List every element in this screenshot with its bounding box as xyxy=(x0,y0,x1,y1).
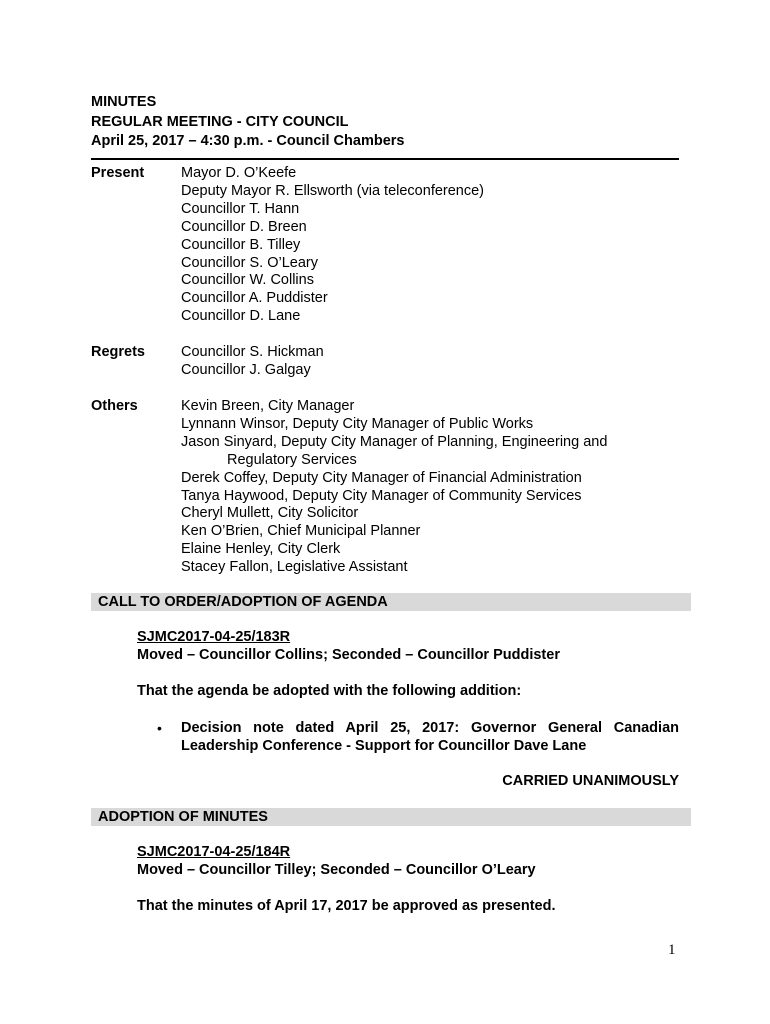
header-title: MINUTES xyxy=(91,94,157,110)
staff-entry: Cheryl Mullett, City Solicitor xyxy=(181,505,359,522)
attendee: Councillor D. Breen xyxy=(181,218,307,235)
staff-entry: Elaine Henley, City Clerk xyxy=(181,541,341,558)
attendee: Deputy Mayor R. Ellsworth (via teleconference) xyxy=(181,182,485,199)
header-date: April 25, 2017 – 4:30 p.m. - Council Chambers xyxy=(91,133,405,149)
bullet-icon: • xyxy=(157,720,162,736)
present-label: Present xyxy=(91,165,145,181)
attendee: Councillor W. Collins xyxy=(181,272,314,289)
attendee: Mayor D. O’Keefe xyxy=(181,165,297,181)
others-label: Others xyxy=(91,398,138,414)
staff-entry: Ken O’Brien, Chief Municipal Planner xyxy=(181,523,421,540)
attendee: Councillor A. Puddister xyxy=(181,290,328,307)
motion-moved: Moved – Councillor Tilley; Seconded – Councillor O’Leary xyxy=(137,862,536,878)
regret-entry: Councillor S. Hickman xyxy=(181,344,324,360)
regrets-label: Regrets xyxy=(91,344,145,360)
header-meeting: REGULAR MEETING - CITY COUNCIL xyxy=(91,113,349,130)
staff-entry: Jason Sinyard, Deputy City Manager of Planning, Engineering and xyxy=(181,433,608,450)
regret-entry: Councillor J. Galgay xyxy=(181,361,311,378)
staff-entry-continuation: Regulatory Services xyxy=(227,451,357,468)
bullet-item: Decision note dated April 25, 2017: Governor General Canadian Leadership Conference - Support for Councillor Dave Lane xyxy=(181,720,679,754)
attendee: Councillor S. O’Leary xyxy=(181,254,318,271)
staff-entry: Lynnann Winsor, Deputy City Manager of Public Works xyxy=(181,415,534,432)
motion-moved: Moved – Councillor Collins; Seconded – Councillor Puddister xyxy=(137,647,560,663)
attendee: Councillor B. Tilley xyxy=(181,236,301,253)
others-list xyxy=(181,398,691,577)
document-header xyxy=(91,93,404,152)
header-divider xyxy=(91,158,679,160)
regrets-list xyxy=(181,344,691,380)
staff-entry: Tanya Haywood, Deputy City Manager of Community Services xyxy=(181,487,582,504)
staff-entry: Kevin Breen, City Manager xyxy=(181,398,355,414)
page-number: 1 xyxy=(668,942,676,958)
staff-entry: Derek Coffey, Deputy City Manager of Financial Administration xyxy=(181,469,582,486)
attendee: Councillor D. Lane xyxy=(181,308,301,325)
present-list xyxy=(181,165,691,326)
resolution-text: That the agenda be adopted with the following addition: xyxy=(137,683,522,699)
attendee: Councillor T. Hann xyxy=(181,200,300,217)
section-heading-call-to-order: CALL TO ORDER/ADOPTION OF AGENDA xyxy=(91,593,691,611)
staff-entry: Stacey Fallon, Legislative Assistant xyxy=(181,559,408,576)
motion-id: SJMC2017-04-25/183R xyxy=(137,629,291,645)
motion-id: SJMC2017-04-25/184R xyxy=(137,844,291,860)
motion-result: CARRIED UNANIMOUSLY xyxy=(502,773,679,789)
section-heading-adoption-of-minutes: ADOPTION OF MINUTES xyxy=(91,808,691,826)
resolution-text: That the minutes of April 17, 2017 be approved as presented. xyxy=(137,898,556,914)
